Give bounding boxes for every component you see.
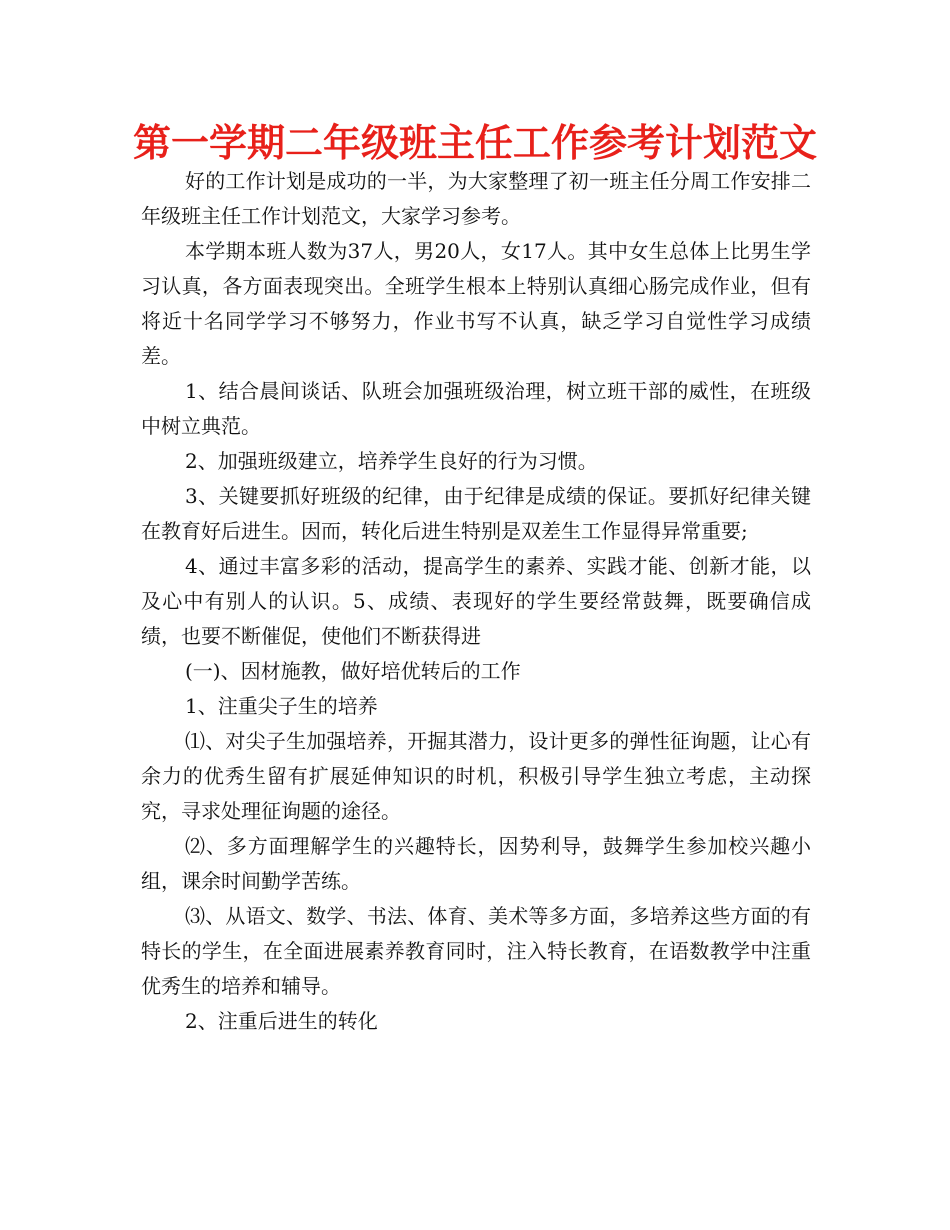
paragraph-item-2: 2、加强班级建立，培养学生良好的行为习惯。 [185, 449, 598, 473]
section-heading-1: (一)、因材施教，做好培优转后的工作 [185, 659, 521, 683]
paragraph-item-1: 1、结合晨间谈话、队班会加强班级治理，树立班干部的威性，在班级中树立典范。 [141, 379, 811, 438]
document-body [141, 164, 811, 1039]
document-title: 第一学期二年级班主任工作参考计划范文 [132, 121, 817, 165]
paragraph-item-3: 3、关键要抓好班级的纪律，由于纪律是成绩的保证。要抓好纪律关键在教育好后进生。因而，转化后进生特别是双差生工作显得异常重要; [141, 484, 811, 543]
paragraph-item-4-5: 4、通过丰富多彩的活动，提高学生的素养、实践才能、创新才能，以及心中有别人的认识。5、成绩、表现好的学生要经常鼓舞，既要确信成绩，也要不断催促，使他们不断获得进 [141, 554, 811, 648]
subheading-struggling-students: 2、注重后进生的转化 [185, 1009, 378, 1033]
paragraph-intro: 好的工作计划是成功的一半，为大家整理了初一班主任分周工作安排二年级班主任工作计划范文，大家学习参考。 [141, 169, 811, 228]
paragraph-sub-2: ⑵、多方面理解学生的兴趣特长，因势利导，鼓舞学生参加校兴趣小组，课余时间勤学苦练。 [141, 834, 811, 893]
paragraph-sub-1: ⑴、对尖子生加强培养，开掘其潜力，设计更多的弹性征询题，让心有余力的优秀生留有扩展延伸知识的时机，积极引导学生独立考虑，主动探究，寻求处理征询题的途径。 [141, 729, 811, 823]
subheading-top-students: 1、注重尖子生的培养 [185, 694, 378, 718]
paragraph-class-overview: 本学期本班人数为37人，男20人，女17人。其中女生总体上比男生学习认真，各方面表现突出。全班学生根本上特别认真细心肠完成作业，但有将近十名同学学习不够努力，作业书写不认真，缺乏学习自觉性学习成绩差。 [141, 239, 811, 368]
paragraph-sub-3: ⑶、从语文、数学、书法、体育、美术等多方面，多培养这些方面的有特长的学生，在全面进展素养教育同时，注入特长教育，在语数教学中注重优秀生的培养和辅导。 [141, 904, 811, 998]
